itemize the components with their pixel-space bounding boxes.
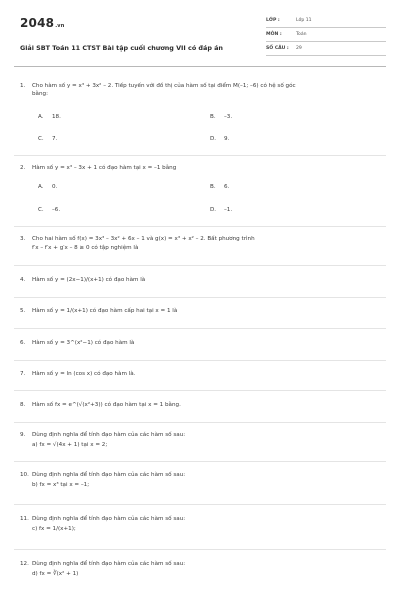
question-text: Hàm số y = (2x−1)/(x+1) có đạo hàm là: [32, 277, 146, 283]
option-a[interactable]: [38, 184, 57, 190]
logo-text: 2048: [20, 16, 55, 30]
question-text-cont: f′x – f′x + g′x – 8 ≥ 0 có tập nghiệm là: [32, 245, 139, 251]
question-text: Hàm số y = x³ – 3x + 1 có đạo hàm tại x = –1 bằng: [32, 165, 177, 171]
meta-row-subject: [266, 28, 386, 42]
meta-value: Toán: [296, 32, 307, 37]
option-text: 18.: [52, 114, 61, 120]
option-label: B.: [210, 114, 216, 120]
option-text: 9.: [224, 136, 230, 142]
option-c[interactable]: [38, 207, 60, 213]
question-number: 6.: [20, 340, 26, 346]
question-text-cont: b) fx = x³ tại x = –1;: [32, 482, 90, 488]
option-text: 7.: [52, 136, 58, 142]
divider: [14, 461, 386, 462]
question-number: 12.: [20, 561, 29, 567]
option-label: D.: [210, 207, 217, 213]
option-label: C.: [38, 136, 44, 142]
option-text: –1.: [224, 207, 233, 213]
divider: [14, 504, 386, 505]
option-label: A.: [38, 114, 44, 120]
divider: [14, 422, 386, 423]
question-number: 9.: [20, 432, 26, 438]
logo-suffix: .vn: [55, 23, 65, 29]
divider: [14, 155, 386, 156]
meta-key: SỐ CÂU :: [266, 46, 289, 51]
option-label: A.: [38, 184, 44, 190]
option-d[interactable]: [210, 136, 229, 142]
divider: [14, 549, 386, 550]
question-text: Hàm số y = 1/(x+1) có đạo hàm cấp hai tại x = 1 là: [32, 308, 178, 314]
question-number: 4.: [20, 277, 26, 283]
option-text: –3.: [224, 114, 233, 120]
divider: [14, 297, 386, 298]
option-text: 6.: [224, 184, 230, 190]
option-label: D.: [210, 136, 217, 142]
option-text: 0.: [52, 184, 58, 190]
question-text-cont: bằng:: [32, 91, 48, 97]
divider: [14, 390, 386, 391]
option-d[interactable]: [210, 207, 232, 213]
meta-key: LỚP :: [266, 18, 280, 23]
question-text-cont: c) fx = 1/(x+1);: [32, 526, 76, 532]
question-text: Dùng định nghĩa để tính đạo hàm của các hàm số sau:: [32, 432, 186, 438]
site-logo[interactable]: [20, 16, 65, 30]
meta-value: Lớp 11: [296, 18, 312, 23]
question-number: 10.: [20, 472, 29, 478]
question-number: 1.: [20, 83, 26, 89]
option-label: B.: [210, 184, 216, 190]
question-number: 7.: [20, 371, 26, 377]
divider: [14, 360, 386, 361]
question-text: Cho hàm số y = x³ + 3x² – 2. Tiếp tuyến với đồ thị của hàm số tại điểm M(–1; –6) có hệ số góc: [32, 83, 296, 89]
question-text: Dùng định nghĩa để tính đạo hàm của các hàm số sau:: [32, 516, 186, 522]
option-label: C.: [38, 207, 44, 213]
question-text-cont: a) fx = √(4x + 1) tại x = 2;: [32, 442, 108, 448]
question-number: 8.: [20, 402, 26, 408]
divider: [14, 226, 386, 227]
divider: [14, 328, 386, 329]
question-text: Dùng định nghĩa để tính đạo hàm của các hàm số sau:: [32, 472, 186, 478]
meta-key: MÔN :: [266, 32, 282, 37]
question-text: Hàm số y = ln (cos x) có đạo hàm là.: [32, 371, 136, 377]
meta-table: [266, 14, 386, 56]
header-divider: [14, 66, 386, 67]
option-c[interactable]: [38, 136, 57, 142]
question-text: Cho hai hàm số f(x) = 3x³ – 3x² + 6x – 1 và g(x) = x³ + x² – 2. Bất phương trình: [32, 236, 255, 242]
option-a[interactable]: [38, 114, 61, 120]
option-text: –6.: [52, 207, 61, 213]
question-text: Hàm số y = 3^(x²−1) có đạo hàm là: [32, 340, 135, 346]
question-text-cont: d) fx = ∛(x² + 1): [32, 571, 79, 577]
option-b[interactable]: [210, 114, 232, 120]
question-text: Dùng định nghĩa để tính đạo hàm của các hàm số sau:: [32, 561, 186, 567]
divider: [14, 265, 386, 266]
question-text: Hàm số fx = e^(√(x²+3)) có đạo hàm tại x = 1 bằng.: [32, 402, 181, 408]
meta-value: 29: [296, 46, 302, 51]
page-title: Giải SBT Toán 11 CTST Bài tập cuối chương VII có đáp án: [20, 44, 223, 52]
option-b[interactable]: [210, 184, 229, 190]
question-number: 3.: [20, 236, 26, 242]
meta-row-count: [266, 42, 386, 56]
question-number: 5.: [20, 308, 26, 314]
header: [14, 14, 386, 60]
meta-row-class: [266, 14, 386, 28]
question-number: 11.: [20, 516, 29, 522]
question-number: 2.: [20, 165, 26, 171]
